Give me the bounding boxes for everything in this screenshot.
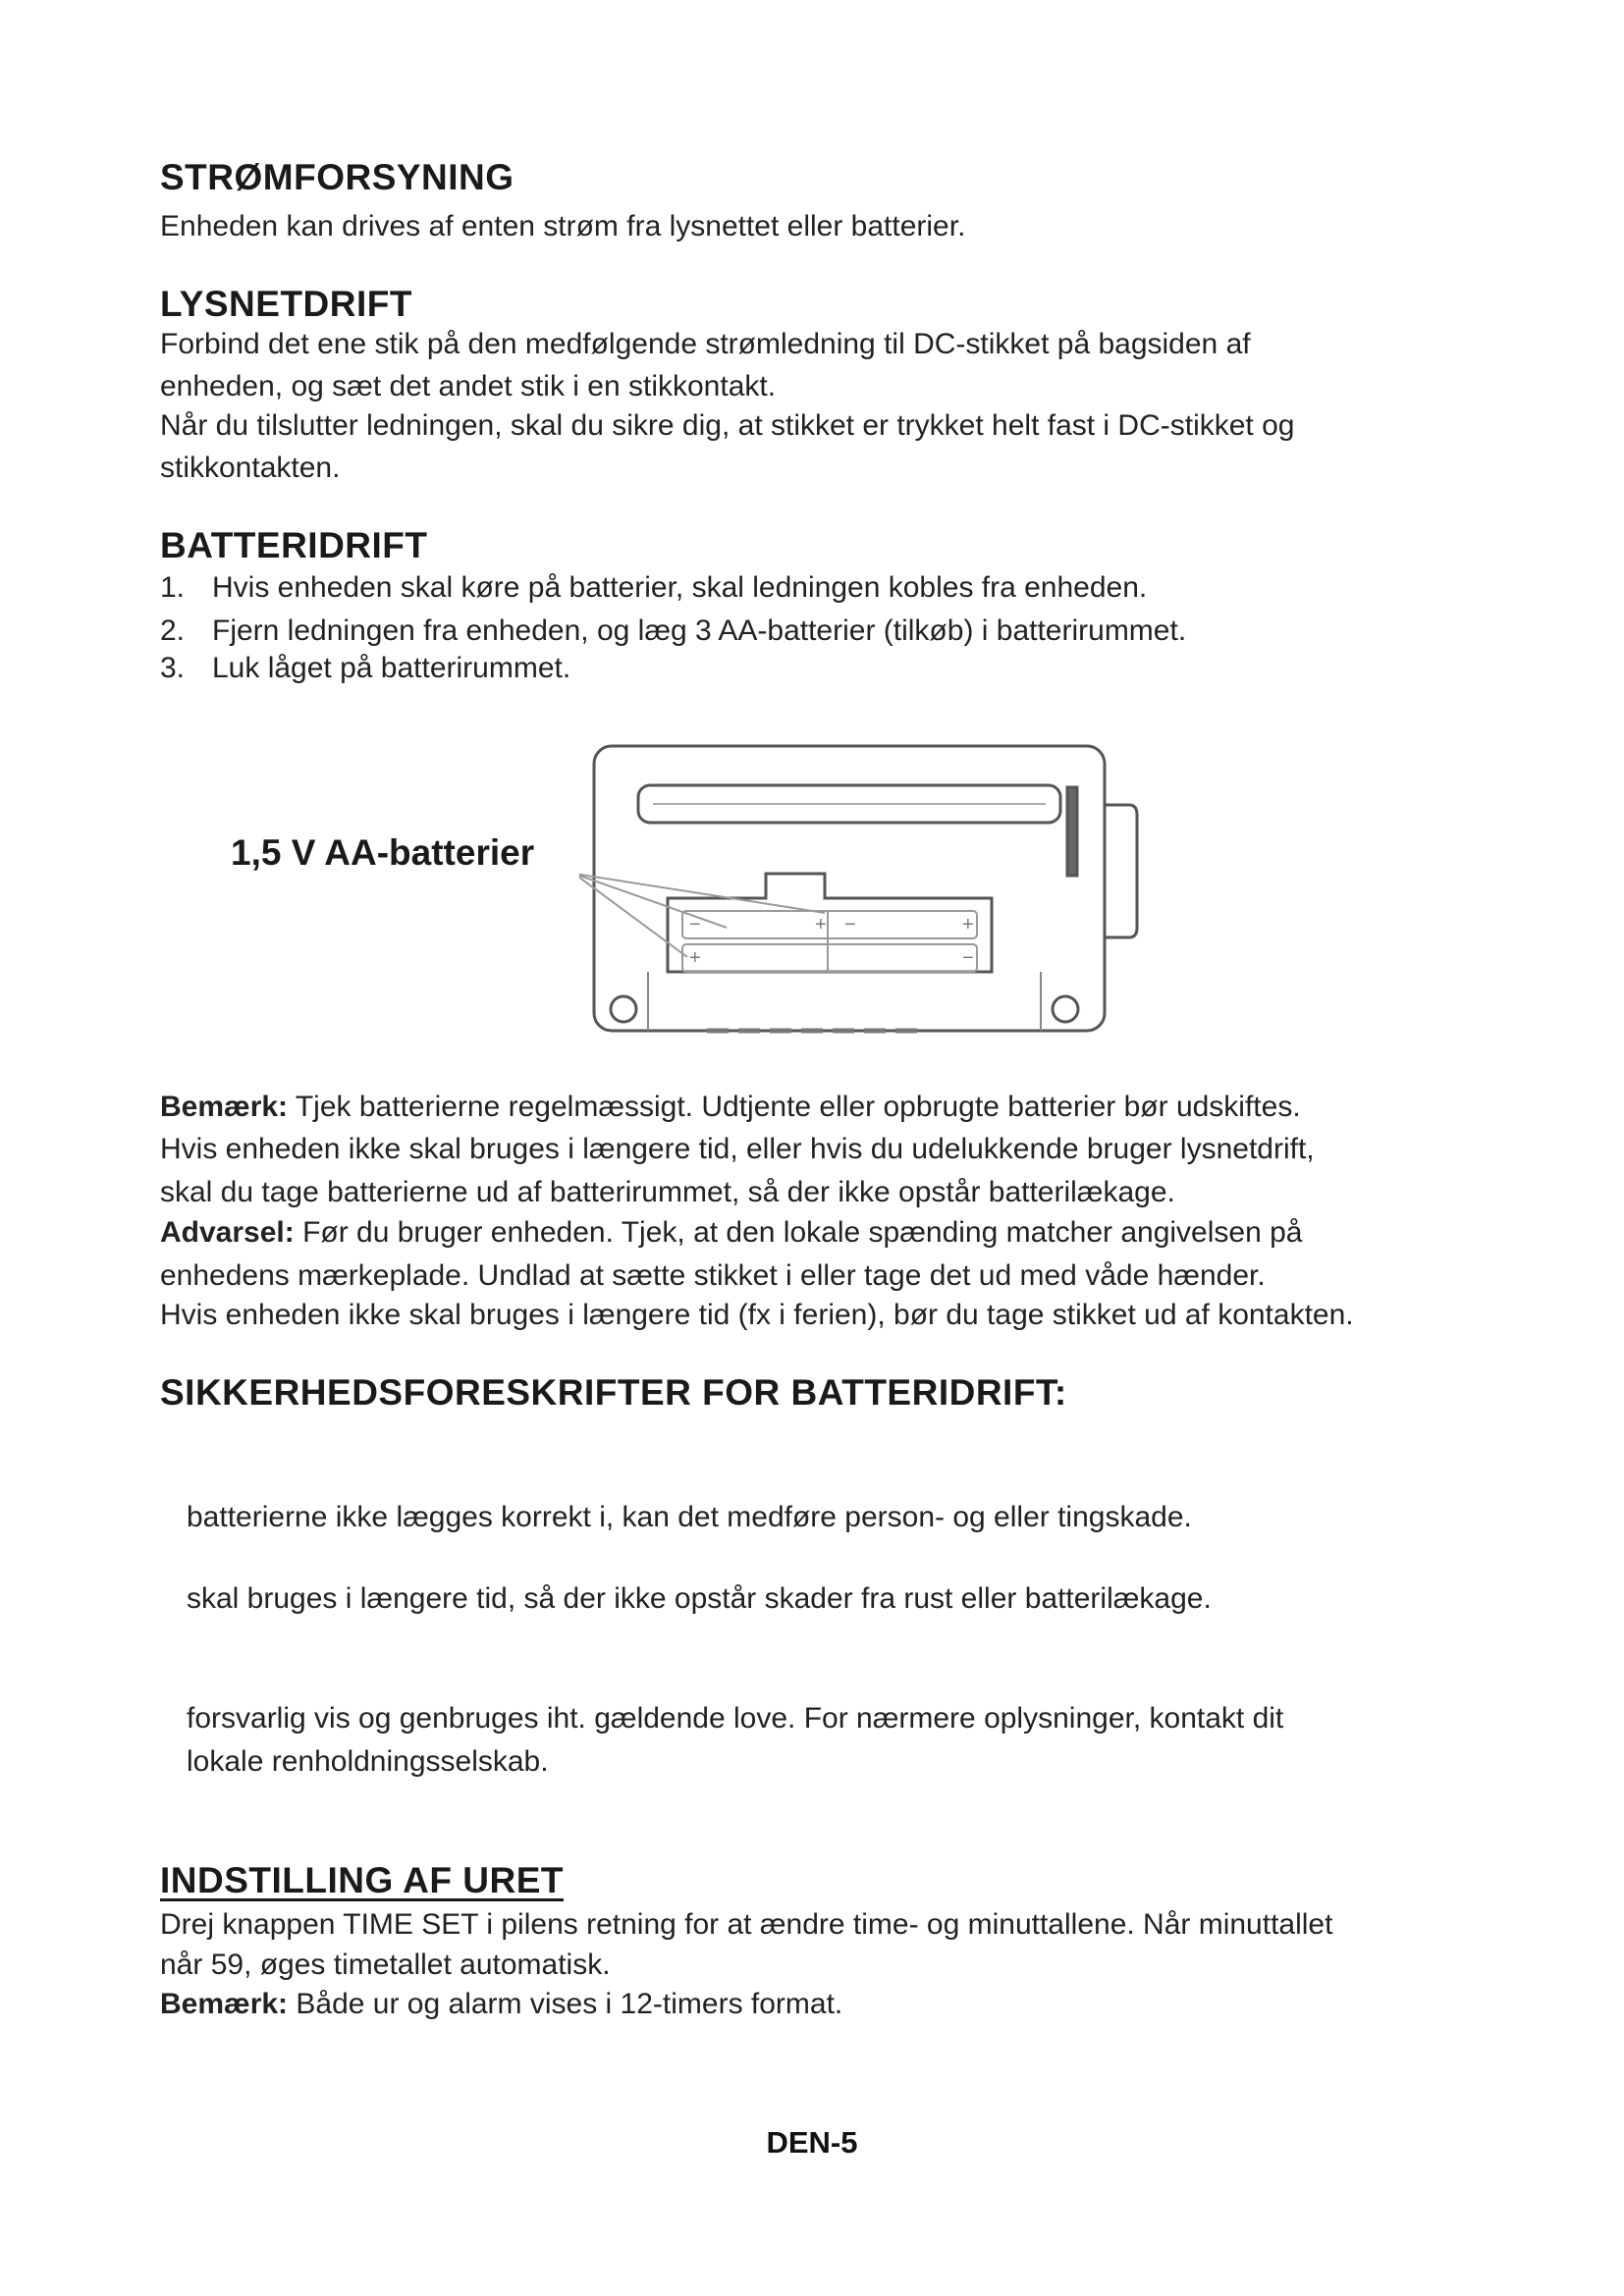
clock-note-label: Bemærk: bbox=[160, 1988, 289, 2020]
note-label: Bemærk: bbox=[160, 1091, 289, 1123]
battery-step-2 bbox=[160, 611, 1186, 652]
polarity-minus: − bbox=[844, 914, 856, 935]
device-side-handle bbox=[1105, 805, 1137, 937]
battery-compartment-illustration bbox=[579, 736, 1149, 1060]
warning-label: Advarsel: bbox=[160, 1216, 295, 1249]
polarity-plus: + bbox=[962, 914, 974, 935]
step-text: Luk låget på batterirummet. bbox=[212, 652, 571, 684]
safety-item-1: batterierne ikke lægges korrekt i, kan det medføre person- og eller tingskade. bbox=[187, 1501, 1192, 1533]
warning-line-3: Hvis enheden ikke skal bruges i længere tid (fx i ferien), bør du tage stikket ud af kontakten. bbox=[160, 1299, 1354, 1331]
antenna-end bbox=[1067, 787, 1077, 876]
mains-line-4: stikkontakten. bbox=[160, 452, 341, 484]
heading-battery-safety: SIKKERHEDSFORESKRIFTER FOR BATTERIDRIFT: bbox=[160, 1372, 1067, 1413]
note-line-2: Hvis enheden ikke skal bruges i længere tid, eller hvis du udelukkende bruger lysnetdrift, bbox=[160, 1133, 1315, 1165]
heading-power-supply: STRØMFORSYNING bbox=[160, 157, 514, 197]
battery-compartment bbox=[668, 874, 992, 972]
safety-item-3-line-2: lokale renholdningsselskab. bbox=[187, 1745, 549, 1778]
safety-item-2: skal bruges i længere tid, så der ikke opstår skader fra rust eller batterilækage. bbox=[187, 1582, 1212, 1615]
polarity-plus: + bbox=[815, 914, 827, 935]
warning-line-1: Advarsel: Før du bruger enheden. Tjek, at den lokale spænding matcher angivelsen på bbox=[160, 1216, 1303, 1249]
step-number: 3. bbox=[160, 652, 186, 684]
clock-note: Bemærk: Både ur og alarm vises i 12-timers format. bbox=[160, 1988, 843, 2020]
polarity-plus: + bbox=[689, 947, 701, 969]
note-line-3: skal du tage batterierne ud af batterirummet, så der ikke opstår batterilækage. bbox=[160, 1176, 1175, 1208]
polarity-minus: − bbox=[962, 947, 974, 969]
clock-line-1: Drej knappen TIME SET i pilens retning for at ændre time- og minuttallene. Når minuttallet bbox=[160, 1908, 1333, 1941]
heading-battery-operation: BATTERIDRIFT bbox=[160, 525, 428, 565]
battery-step-3 bbox=[160, 648, 570, 689]
polarity-minus: − bbox=[689, 914, 701, 935]
battery-step-1 bbox=[160, 567, 1147, 609]
note-line-1: Bemærk: Tjek batterierne regelmæssigt. Udtjente eller opbrugte batterier bør udskiftes. bbox=[160, 1091, 1301, 1123]
step-text: Fjern ledningen fra enheden, og læg 3 AA-batterier (tilkøb) i batterirummet. bbox=[212, 614, 1187, 647]
step-number: 1. bbox=[160, 571, 186, 604]
mains-line-3: Når du tilslutter ledningen, skal du sikre dig, at stikket er trykket helt fast i DC-stikket og bbox=[160, 409, 1295, 442]
page-number: DEN-5 bbox=[766, 2125, 858, 2160]
clock-line-2: når 59, øges timetallet automatisk. bbox=[160, 1949, 611, 1981]
step-text: Hvis enheden skal køre på batterier, skal ledningen kobles fra enheden. bbox=[212, 571, 1148, 604]
mains-line-2: enheden, og sæt det andet stik i en stikkontakt. bbox=[160, 370, 777, 402]
warning-line-2: enhedens mærkeplade. Undlad at sætte stikket i eller tage det ud med våde hænder. bbox=[160, 1259, 1266, 1292]
safety-item-3-line-1: forsvarlig vis og genbruges iht. gældende love. For nærmere oplysninger, kontakt dit bbox=[187, 1702, 1284, 1735]
mains-line-1: Forbind det ene stik på den medfølgende strømledning til DC-stikket på bagsiden af bbox=[160, 328, 1251, 360]
battery-figure-label: 1,5 V AA-batterier bbox=[231, 832, 535, 873]
heading-clock-setting: INDSTILLING AF URET bbox=[160, 1860, 564, 1900]
step-number: 2. bbox=[160, 614, 186, 647]
screw-right bbox=[1053, 996, 1078, 1022]
power-supply-text: Enheden kan drives af enten strøm fra lysnettet eller batterier. bbox=[160, 210, 966, 242]
battery-cell-1 bbox=[682, 911, 977, 938]
heading-mains-operation: LYSNETDRIFT bbox=[160, 284, 412, 324]
screw-left bbox=[611, 996, 636, 1022]
battery-cell-2 bbox=[682, 944, 977, 972]
